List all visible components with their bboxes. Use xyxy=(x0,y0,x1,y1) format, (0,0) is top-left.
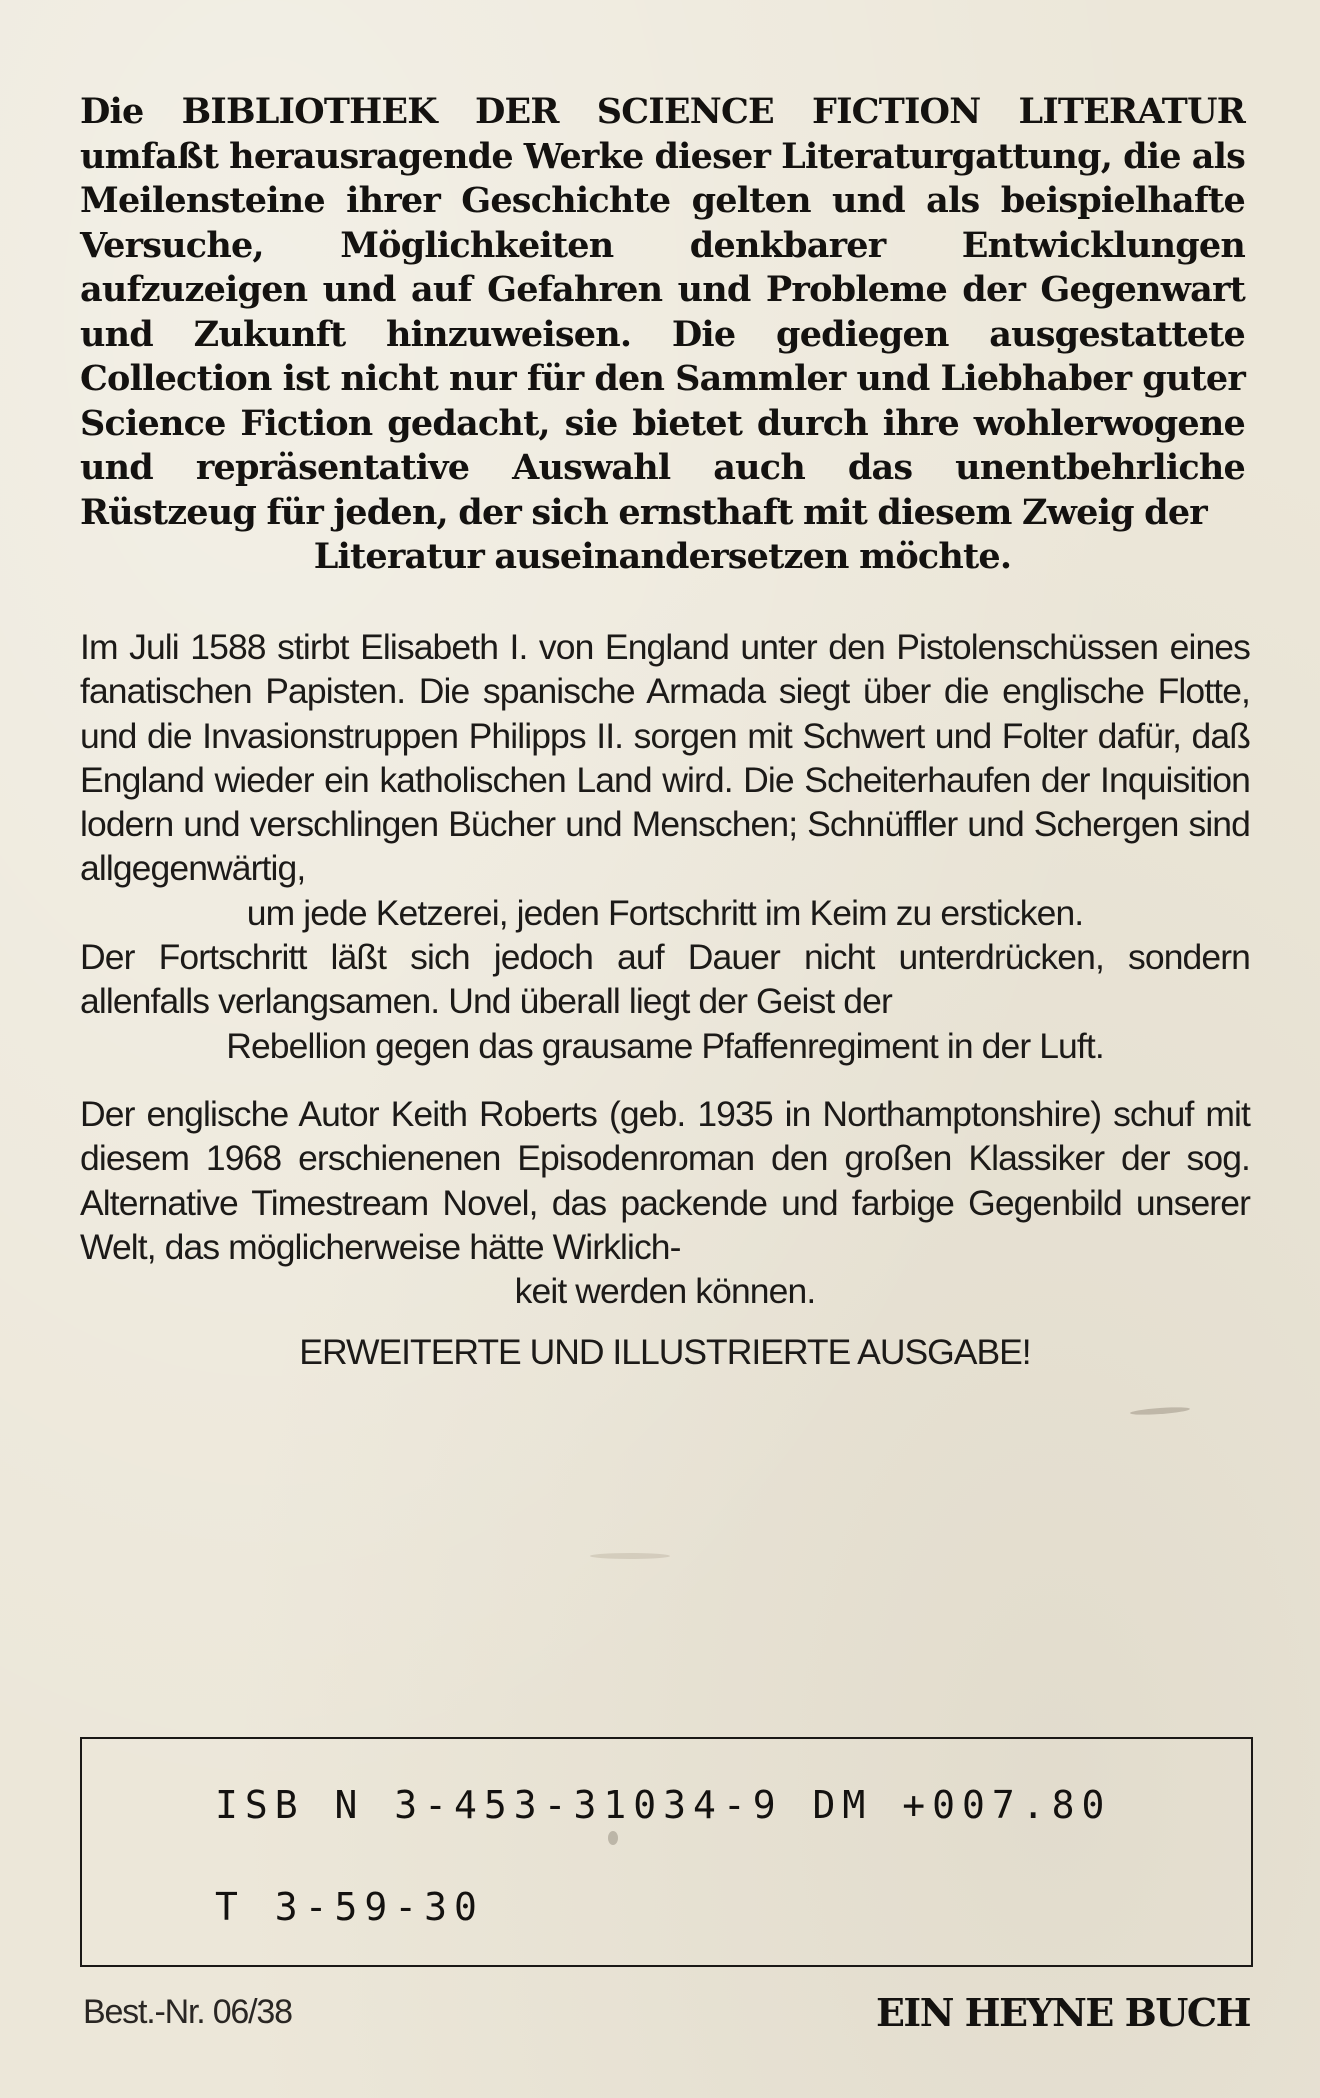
isbn-price-box xyxy=(80,1737,1253,1967)
synopsis-part1-end: um jede Ketzerei, jeden Fortschritt im Keim zu ersticken. xyxy=(246,892,1084,933)
paper-stain xyxy=(608,1831,618,1845)
publisher-name: EIN HEYNE BUCH xyxy=(875,1990,1250,2035)
synopsis-part2-end: Rebellion gegen das grausame Pfaffenregiment in der Luft. xyxy=(226,1025,1104,1066)
isbn-code-line: T 3-59-30 xyxy=(215,1885,484,1929)
author-paragraph-end: keit werden können. xyxy=(514,1271,816,1312)
synopsis-part2: Der Fortschritt läßt sich jedoch auf Dauer nicht unterdrücken, sondern allenfalls verlangsamen. Und überall liegt der Geist der xyxy=(80,937,1250,1022)
paper-stain xyxy=(1130,1406,1190,1416)
author-paragraph xyxy=(80,1092,1250,1313)
synopsis-part1: Im Juli 1588 stirbt Elisabeth I. von England unter den Pistolenschüssen eines fanatischen Papisten. Die spanische Armada siegt über die englische Flotte, und die Invasionstruppen Philipps II. sorgen mit Schwert und Folter dafür, daß England wieder ein katholischen Land wird. Die Scheiterhaufen der Inquisition lodern und verschlingen Bücher und Menschen; Schnüffler und Schergen sind allgegenwärtig, xyxy=(80,627,1250,889)
author-paragraph-body: Der englische Autor Keith Roberts (geb. 1935 in Northamptonshire) schuf mit diesem 1968 erschienenen Episodenroman den großen Klassiker der sog. Alternative Timestream Novel, das packende und farbige Gegenbild unserer Welt, das möglicherweise hätte Wirklich- xyxy=(80,1094,1250,1267)
edition-note: ERWEITERTE UND ILLUSTRIERTE AUSGABE! xyxy=(299,1332,1031,1372)
paper-stain xyxy=(590,1553,670,1559)
series-description-body: Die BIBLIOTHEK DER SCIENCE FICTION LITERATUR umfaßt herausragende Werke dieser Literaturgattung, die als Meilensteine ihrer Geschichte gelten und als beispielhafte Versuche, Möglichkeiten denkbarer Entwicklungen aufzuzeigen und auf Gefahren und Probleme der Gegenwart und Zukunft hinzuweisen. Die gediegen ausgestattete Collection ist nicht nur für den Sammler und Liebhaber guter Science Fiction gedacht, sie bietet durch ihre wohlerwogene und repräsentative Auswahl auch das unentbehrliche Rüstzeug für jeden, der sich ernsthaft mit diesem Zweig der xyxy=(80,91,1245,533)
synopsis-paragraph xyxy=(80,625,1250,1068)
series-description-last-line: Literatur auseinandersetzen möchte. xyxy=(313,536,1012,577)
series-description xyxy=(80,90,1245,580)
order-number: Best.-Nr. 06/38 xyxy=(83,1993,292,2031)
isbn-price-line: ISB N 3-453-31034-9 DM +007.80 xyxy=(215,1783,1112,1827)
